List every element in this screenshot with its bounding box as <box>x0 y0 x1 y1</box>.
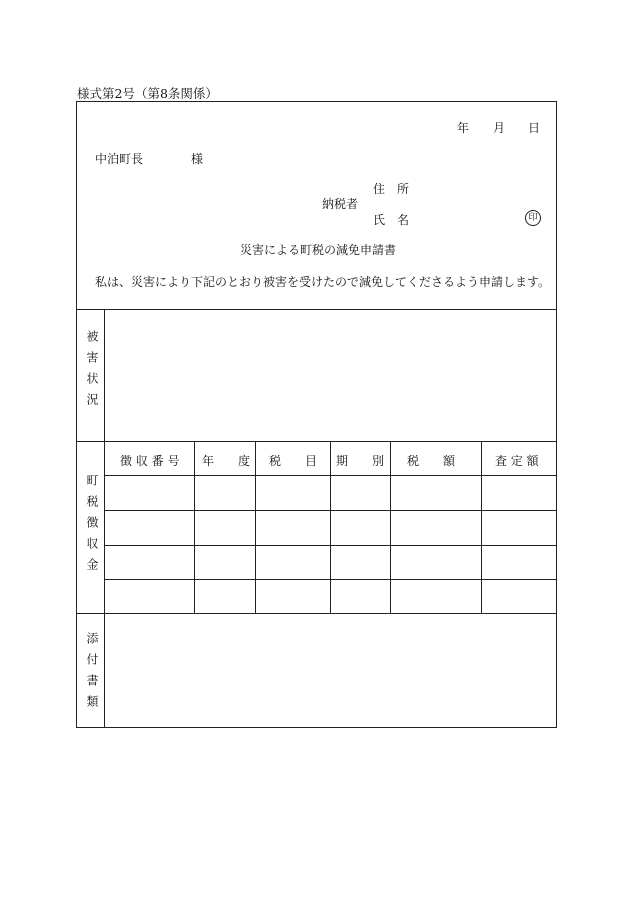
header-period: 期 別 <box>336 454 385 468</box>
form-title: 災害による町税の減免申請書 <box>240 243 397 257</box>
header-assessed-amount: 査 定 額 <box>495 454 539 468</box>
divider <box>77 309 556 310</box>
header-tax-amount: 税 額 <box>407 454 456 468</box>
addressee-honorific: 様 <box>191 152 204 166</box>
divider <box>77 441 556 442</box>
date-day: 日 <box>528 121 541 135</box>
application-statement: 私は、災害により下記のとおり被害を受けたので減免してくださるよう申請します。 <box>95 275 551 289</box>
table-column-divider <box>330 441 331 613</box>
table-column-divider <box>255 441 256 613</box>
divider <box>77 613 556 614</box>
tax-collection-label: 町税徴収金 <box>85 474 99 579</box>
attachments-label: 添付書類 <box>85 632 99 716</box>
taxpayer-label: 納税者 <box>322 197 359 211</box>
table-column-divider <box>194 441 195 613</box>
date-month: 月 <box>493 121 506 135</box>
date-year: 年 <box>457 121 470 135</box>
application-form <box>76 101 557 728</box>
label-column-divider <box>104 309 105 727</box>
seal-mark: 印 <box>525 210 541 226</box>
table-column-divider <box>390 441 391 613</box>
address-label: 住 所 <box>373 182 410 196</box>
table-column-divider <box>481 441 482 613</box>
header-tax-item: 税 目 <box>269 454 318 468</box>
form-number-label: 様式第2号（第8条関係） <box>77 86 218 101</box>
header-collection-number: 徴 収 番 号 <box>120 454 180 468</box>
header-fiscal-year: 年 度 <box>202 454 251 468</box>
name-label: 氏 名 <box>373 213 410 227</box>
damage-status-label: 被害状況 <box>85 330 99 414</box>
addressee-name: 中泊町長 <box>95 152 144 166</box>
